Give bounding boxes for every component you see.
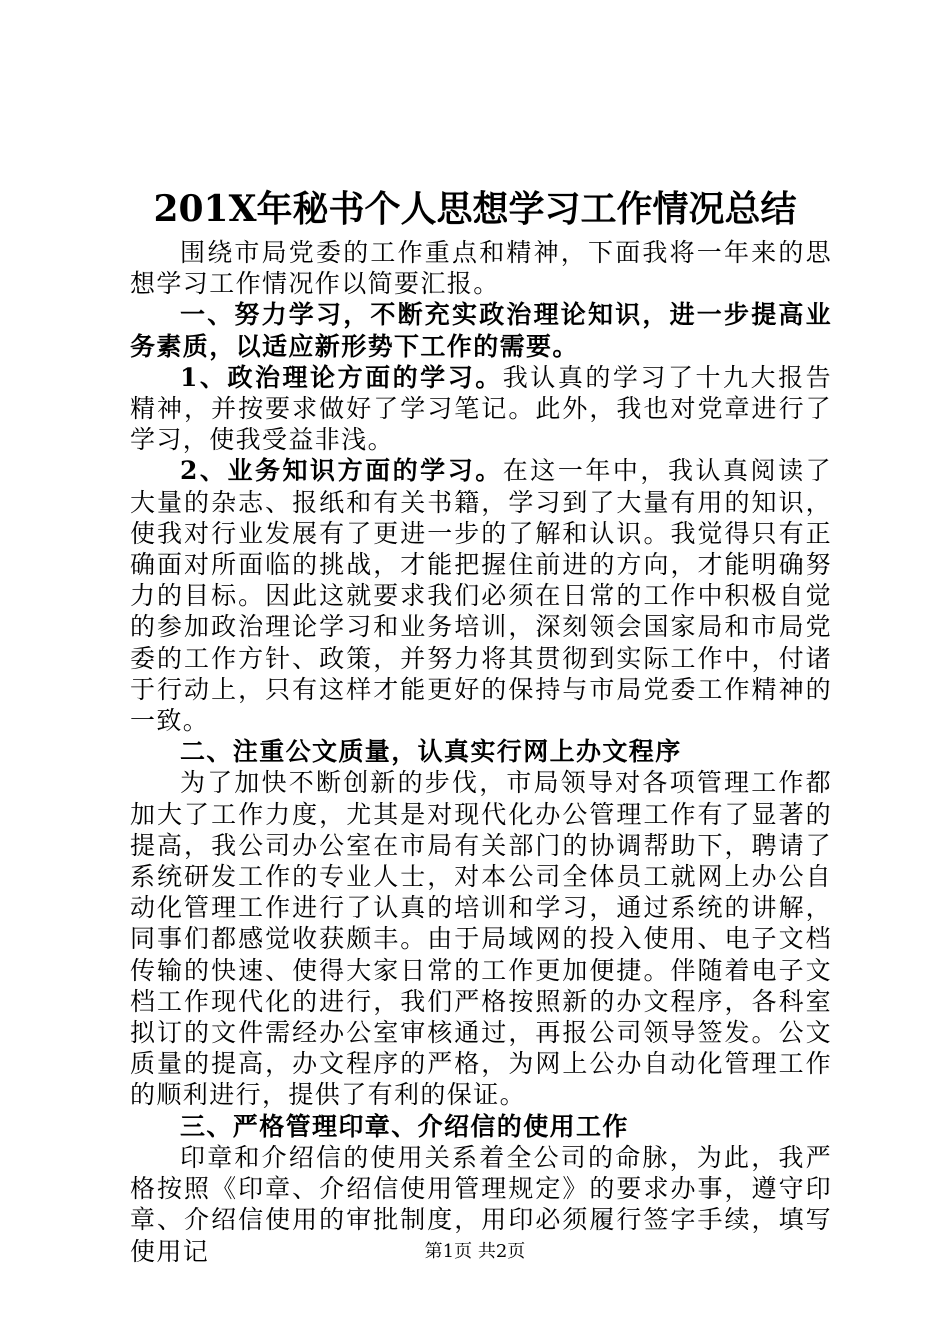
section-heading-3: [130, 1111, 832, 1142]
document-title: 201X年秘书个人思想学习工作情况总结: [153, 188, 797, 230]
section-heading-1: [130, 299, 832, 361]
paragraph-text: 我认真的学习了十九大报告精神，并按要求做好了学习笔记。此外，我也对党章进行了学习，使我受益非浅。: [130, 362, 832, 455]
heading-text: 三、严格管理印章、介绍信的使用工作: [180, 1111, 629, 1141]
section-heading-2: [130, 736, 832, 767]
paragraph-business-study: [130, 455, 832, 736]
paragraph-lead: 1、政治理论方面的学习。: [180, 362, 503, 392]
paragraph-intro: [130, 237, 832, 299]
document-body: [130, 237, 832, 1267]
paragraph-political-study: [130, 362, 832, 456]
paragraph-text: 围绕市局党委的工作重点和精神，下面我将一年来的思想学习工作情况作以简要汇报。: [130, 238, 832, 299]
paragraph-document-quality: [130, 767, 832, 1110]
heading-text: 一、努力学习，不断充实政治理论知识，进一步提高业务素质，以适应新形势下工作的需要。: [130, 300, 832, 361]
paragraph-text: 印章和介绍信的使用关系着全公司的命脉，为此，我严格按照《印章、介绍信使用管理规定》的要求办事，遵守印章、介绍信使用的审批制度，用印必须履行签字手续，填写使用记: [130, 1142, 832, 1266]
paragraph-text: 在这一年中，我认真阅读了大量的杂志、报纸和有关书籍，学习到了大量有用的知识，使我对行业发展有了更进一步的了解和认识。我觉得只有正确面对所面临的挑战，才能把握住前进的方向，才能明确努力的目标。因此这就要求我们必须在日常的工作中积极自觉的参加政治理论学习和业务培训，深刻领会国家局和市局党委的工作方针、政策，并努力将其贯彻到实际工作中，付诸于行动上，只有这样才能更好的保持与市局党委工作精神的一致。: [130, 456, 832, 736]
heading-text: 二、注重公文质量，认真实行网上办文程序: [180, 737, 682, 767]
paragraph-text: 为了加快不断创新的步伐，市局领导对各项管理工作都加大了工作力度，尤其是对现代化办公管理工作有了显著的提高，我公司办公室在市局有关部门的协调帮助下，聘请了系统研发工作的专业人士，对本公司全体员工就网上办公自动化管理工作进行了认真的培训和学习，通过系统的讲解，同事们都感觉收获颇丰。由于局域网的投入使用、电子文档传输的快速、使得大家日常的工作更加便捷。伴随着电子文档工作现代化的进行，我们严格按照新的办文程序，各科室拟订的文件需经办公室审核通过，再报公司领导签发。公文质量的提高，办文程序的严格，为网上公办自动化管理工作的顺利进行，提供了有利的保证。: [130, 768, 832, 1110]
paragraph-lead: 2、业务知识方面的学习。: [180, 456, 503, 486]
page-number-footer: 第1页 共2页: [424, 1241, 526, 1262]
